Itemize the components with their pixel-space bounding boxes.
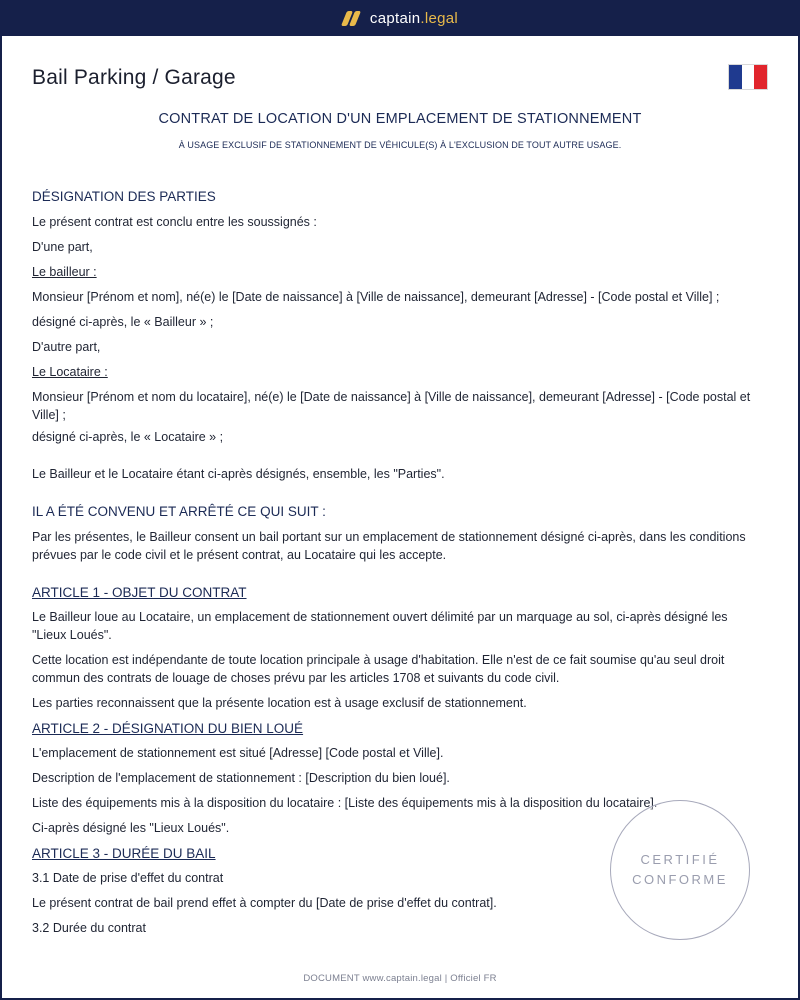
article-3-title: ARTICLE 3 - DURÉE DU BAIL [32,846,216,861]
article-2-p4: Ci-après désigné les "Lieux Loués". [32,821,230,835]
article-1-p1: Le Bailleur loue au Locataire, un emplacement de stationnement ouvert délimité par un marquage au sol, ci-après désigné les "Lieux Loués". [32,610,728,642]
contract-subheading: À USAGE EXCLUSIF DE STATIONNEMENT DE VÉHICULE(S) À L'EXCLUSION DE TOUT AUTRE USAGE. [178,140,622,150]
locataire-text: Monsieur [Prénom et nom du locataire], né(e) le [Date de naissance] à [Ville de naissance], demeurant [Adresse] - [Code postal et Ville] ; [32,390,751,422]
page-footer: DOCUMENT www.captain.legal | Officiel FR [303,973,497,984]
second-part: D'autre part, [32,340,101,354]
article-1-title: ARTICLE 1 - OBJET DU CONTRAT [32,585,247,600]
article-3-s1-text: Le présent contrat de bail prend effet à compter du [Date de prise d'effet du contrat]. [32,896,497,910]
brand-name: captain.legal [369,9,459,27]
article-1-p3: Les parties reconnaissent que la présente location est à usage exclusif de stationnement. [32,696,527,710]
bailleur-designation: désigné ci-après, le « Bailleur » ; [32,315,214,329]
article-3-s2-title: 3.2 Durée du contrat [32,921,146,935]
parties-intro: Le présent contrat est conclu entre les soussignés : [32,215,317,229]
agreement-text: Par les présentes, le Bailleur consent un bail portant sur un emplacement de stationnement désigné ci-après, dans les conditions prévues par le code civil et le présent contrat, au Locataire qui les accepte. [32,530,746,562]
article-3-s1-title: 3.1 Date de prise d'effet du contrat [32,871,224,885]
captain-logo-icon [342,10,360,26]
stamp-line-2: CONFORME [632,872,728,887]
parties-together: Le Bailleur et le Locataire étant ci-après désignés, ensemble, les "Parties". [32,467,445,481]
locataire-designation: désigné ci-après, le « Locataire » ; [32,430,224,444]
brand-logo[interactable] [342,10,458,27]
article-2-p1: L'emplacement de stationnement est situé [Adresse] [Code postal et Ville]. [32,746,444,760]
article-2-title: ARTICLE 2 - DÉSIGNATION DU BIEN LOUÉ [32,721,304,736]
document-title: Bail Parking / Garage [32,66,236,89]
bailleur-text: Monsieur [Prénom et nom], né(e) le [Date de naissance] à [Ville de naissance], demeurant [Adresse] - [Code postal et Ville] ; [32,290,720,304]
bailleur-label: Le bailleur : [32,265,97,279]
article-2-p2: Description de l'emplacement de stationnement : [Description du bien loué]. [32,771,450,785]
top-bar [0,0,800,36]
certified-stamp [610,800,750,940]
article-2-p3: Liste des équipements mis à la disposition du locataire : [Liste des équipements mis à la disposition du locataire]. [32,796,658,810]
france-flag-icon [728,64,768,90]
article-1-p2: Cette location est indépendante de toute location principale à usage d'habitation. Elle n'est de ce fait soumise qu'au seul droit commun des contrats de louage de choses prévu par les articles 1708 et suivants du code civil. [32,653,725,685]
contract-heading: CONTRAT DE LOCATION D'UN EMPLACEMENT DE STATIONNEMENT [158,111,642,127]
parties-title: DÉSIGNATION DES PARTIES [32,189,216,204]
stamp-line-1: CERTIFIÉ [640,852,720,867]
first-part: D'une part, [32,240,93,254]
agreement-title: IL A ÉTÉ CONVENU ET ARRÊTÉ CE QUI SUIT : [32,504,326,519]
locataire-label: Le Locataire : [32,365,108,379]
document-page [2,36,798,998]
